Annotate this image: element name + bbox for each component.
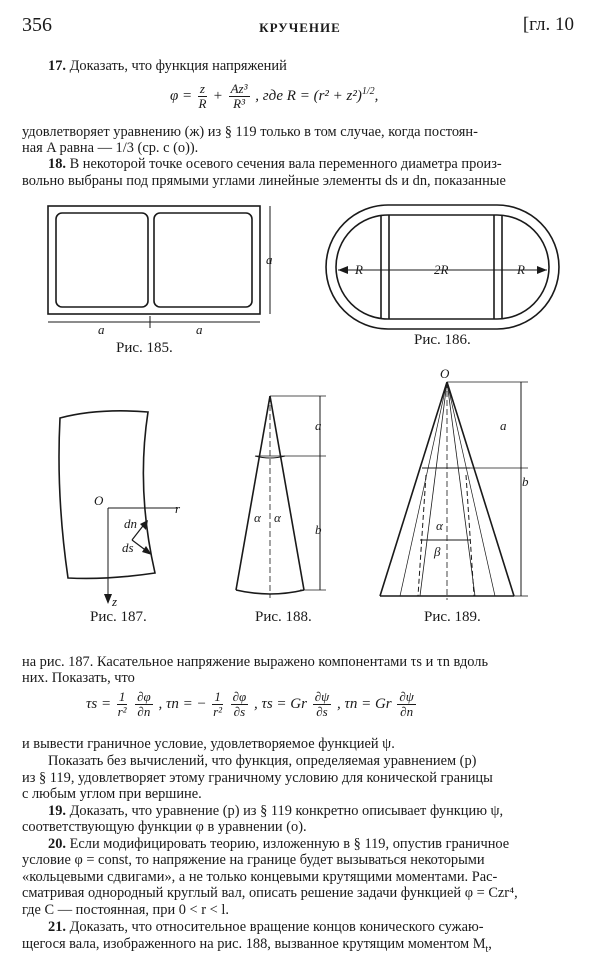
problem-21-line1 <box>48 919 484 936</box>
problem-18-cont-line6: с любым углом при вершине. <box>22 786 202 802</box>
fig189-label-a: a <box>500 418 507 433</box>
problem-19-line2: соответствующую функции φ в уравнении (о). <box>22 819 307 835</box>
problem-21-text: Доказать, что относительное вращение концов конического сужаю- <box>69 919 484 935</box>
problem-18-cont-line4: Показать без вычислений, что функция, определяемая уравнением (р) <box>48 753 477 769</box>
fig187-caption: Рис. 187. <box>90 609 147 625</box>
problem-18-text: В некоторой точке осевого сечения вала переменного диаметра произ- <box>69 156 502 172</box>
formula-17-lhs: φ = <box>170 87 193 104</box>
fig189-label-beta: β <box>434 544 441 559</box>
fig187-label-ds: ds <box>122 540 134 555</box>
problem-19-line1 <box>48 803 503 820</box>
fig186-label-r2: R <box>517 262 525 277</box>
formula-17: φ = $\frac{z}{R}$ + $\frac{\text{Az³}}{\text{R³}}$ , где $R = (r^2 + z^2)^{1/2}$, <box>170 81 379 111</box>
problem-17-line2: удовлетворяет уравнению (ж) из § 119 только в том случае, когда постоян- <box>22 124 478 140</box>
problem-19-number: 19. <box>48 803 66 819</box>
fig185-label-a-side: a <box>266 252 273 267</box>
problem-20-number: 20. <box>48 836 66 852</box>
problem-18-line2: вольно выбраны под прямыми углами линейные элементы ds и dn, показанные <box>22 173 506 189</box>
problem-18-cont-line1: на рис. 187. Касательное напряжение выражено компонентами τs и τn вдоль <box>22 654 489 670</box>
fig189-label-b: b <box>522 474 529 489</box>
chapter-ref: [гл. 10 <box>522 14 574 35</box>
fig188-label-alpha1: α <box>254 510 261 525</box>
problem-17-text: Доказать, что функция напряжений <box>69 58 287 74</box>
running-title: КРУЧЕНИЕ <box>259 20 341 35</box>
fig185-label-a-bottom-2: a <box>196 322 203 337</box>
fig188-caption: Рис. 188. <box>255 609 312 625</box>
fig187-label-r: r <box>175 501 181 516</box>
figure-189 <box>380 382 528 600</box>
problem-20-line1 <box>48 836 509 853</box>
fig187-label-z: z <box>112 594 118 609</box>
fig188-label-alpha2: α <box>274 510 281 525</box>
figure-187 <box>59 411 178 598</box>
figure-185 <box>48 206 270 328</box>
fig187-label-o: O <box>94 493 104 508</box>
problem-18-cont-line5: из § 119, удовлетворяет этому граничному условию для конической границы <box>22 770 493 786</box>
problem-18-cont-line2: них. Показать, что <box>22 670 135 686</box>
fig186-caption: Рис. 186. <box>414 332 471 348</box>
problem-18-cont-line3: и вывести граничное условие, удовлетворяемое функцией ψ. <box>22 736 395 752</box>
formula-17-frac2: $\frac{\text{Az³}}{\text{R³}}$ <box>230 81 248 111</box>
fig185-label-a-bottom-1: a <box>98 322 105 337</box>
problem-17-number: 17. <box>48 58 66 74</box>
fig189-label-alpha: α <box>436 518 443 533</box>
problem-20-line4: сматривая однородный круглый вал, описать решение задачи функцией φ = Czr⁴, <box>22 885 518 901</box>
formula-18: τs = $\frac{1}{\text{r²}}$ $\frac{\partial\varphi}{\partial n}$ , τn = − $\frac{1}{\text{r²}}$ $\frac{\partial\varphi}{\partial s}$ , τs = Gr $\frac{\partial\psi}{\partial s}$ , τn = Gr $\frac{\partial\psi}{\partial n}$ <box>86 689 414 719</box>
problem-20-line5: где C — постоянная, при 0 < r < l. <box>22 902 229 918</box>
problem-21-number: 21. <box>48 919 66 935</box>
fig189-label-o: O <box>440 366 450 381</box>
fig187-label-dn: dn <box>124 516 137 531</box>
page-number: 356 <box>22 14 52 36</box>
fig186-label-r1: R <box>355 262 363 277</box>
problem-17-line3: ная A равна — 1/3 (ср. с (о)). <box>22 140 199 156</box>
problem-21-line2: щегося вала, изображенного на рис. 188, вызванное крутящим моментом $M_t$, <box>22 936 492 955</box>
problem-20-text: Если модифицировать теорию, изложенную в § 119, опустив граничное <box>69 836 510 852</box>
fig186-label-2r: 2R <box>434 262 449 277</box>
problem-18-number: 18. <box>48 156 66 172</box>
problem-20-line3: «кольцевыми сдвигами», а не только концевыми крутящими моментами. Рас- <box>22 869 498 885</box>
fig188-label-b: b <box>315 522 322 537</box>
formula-17-end: , <box>374 87 379 104</box>
problem-19-text: Доказать, что уравнение (р) из § 119 конкретно описывает функцию ψ, <box>69 803 504 819</box>
fig189-caption: Рис. 189. <box>424 609 481 625</box>
formula-17-frac1: $\frac{z}{R}$ <box>198 81 207 111</box>
figure-188 <box>236 396 326 598</box>
formula-17-exp: 1/2 <box>361 85 375 97</box>
fig188-label-a: a <box>315 418 322 433</box>
formula-17-rest: , где R = (r² + z²) <box>255 87 362 104</box>
problem-20-line2: условие φ = const, то напряжение на границе будет вызываться некоторыми <box>22 852 485 868</box>
fig185-caption: Рис. 185. <box>116 340 173 356</box>
